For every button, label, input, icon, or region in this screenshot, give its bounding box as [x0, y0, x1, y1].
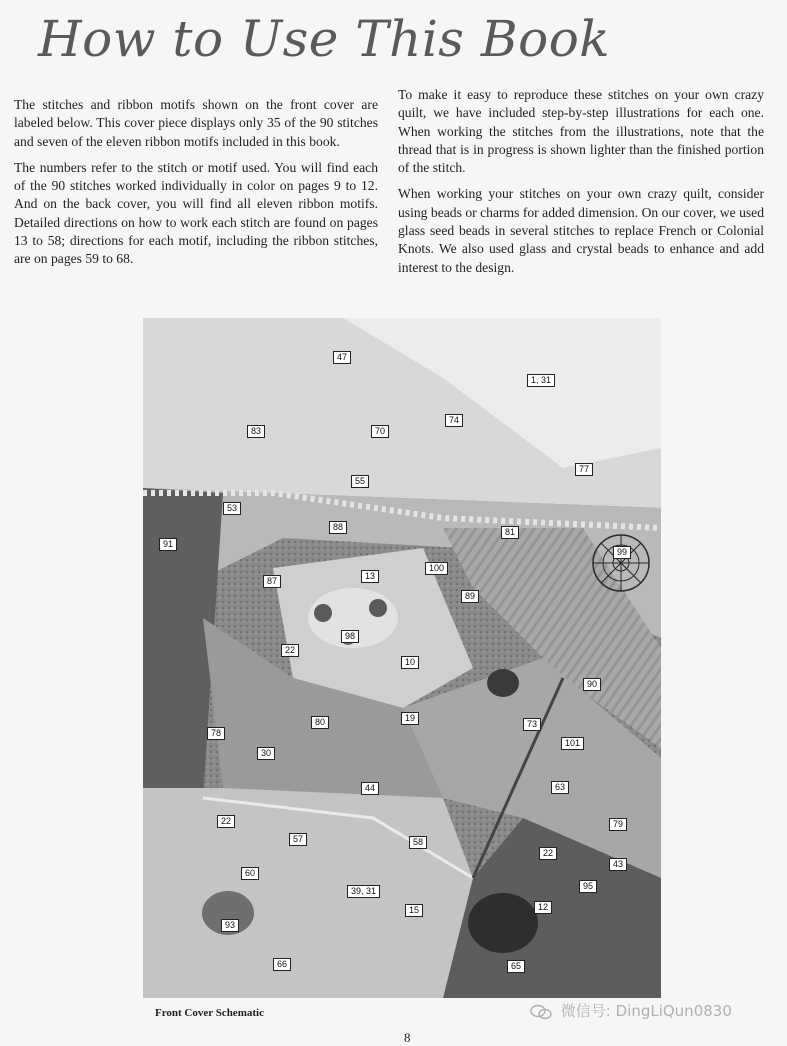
stitch-label: 60: [241, 867, 259, 880]
stitch-label: 83: [247, 425, 265, 438]
paragraph: The stitches and ribbon motifs shown on the front cover are labeled below. This cover piece displays only 35 of the 90 stitches and seven of the eleven ribbon motifs included in this book.: [14, 97, 378, 149]
stitch-label: 44: [361, 782, 379, 795]
stitch-label: 22: [281, 644, 299, 657]
quilt-figure: [143, 318, 661, 998]
stitch-label: 30: [257, 747, 275, 760]
stitch-label: 53: [223, 502, 241, 515]
stitch-label: 65: [507, 960, 525, 973]
stitch-label: 58: [409, 836, 427, 849]
stitch-label: 99: [613, 546, 631, 559]
stitch-label: 63: [551, 781, 569, 794]
stitch-label: 91: [159, 538, 177, 551]
stitch-label: 55: [351, 475, 369, 488]
stitch-label: 98: [341, 630, 359, 643]
stitch-label: 89: [461, 590, 479, 603]
watermark-text: 微信号: DingLiQun0830: [560, 1002, 732, 1020]
stitch-label: 81: [501, 526, 519, 539]
stitch-label: 90: [583, 678, 601, 691]
stitch-label: 39, 31: [347, 885, 380, 898]
stitch-label: 73: [523, 718, 541, 731]
right-column: [398, 86, 764, 285]
page-number: 8: [404, 1030, 411, 1045]
stitch-label: 22: [539, 847, 557, 860]
watermark: [530, 1000, 732, 1021]
paragraph: The numbers refer to the stitch or motif used. You will find each of the 90 stitches worked individually in color on pages 9 to 12. And on the back cover, you will find all eleven ribbon motifs. Detailed directions on how to work each stitch are found on pages 13 to 58; directions for each motif, including the ribbon stitches, are on pages 59 to 68.: [14, 159, 378, 267]
stitch-label: 87: [263, 575, 281, 588]
stitch-label: 57: [289, 833, 307, 846]
stitch-label: 70: [371, 425, 389, 438]
stitch-label: 15: [405, 904, 423, 917]
figure-caption: Front Cover Schematic: [155, 1007, 264, 1019]
stitch-label: 79: [609, 818, 627, 831]
stitch-label: 101: [561, 737, 584, 750]
stitch-label: 93: [221, 919, 239, 932]
stitch-label: 66: [273, 958, 291, 971]
stitch-label: 10: [401, 656, 419, 669]
page-title: How to Use This Book: [38, 10, 611, 68]
stitch-label: 12: [534, 901, 552, 914]
stitch-label: 95: [579, 880, 597, 893]
stitch-label: 22: [217, 815, 235, 828]
stitch-label: 100: [425, 562, 448, 575]
stitch-label: 78: [207, 727, 225, 740]
wechat-icon: [530, 1004, 552, 1020]
stitch-label: 1, 31: [527, 374, 555, 387]
stitch-label: 47: [333, 351, 351, 364]
stitch-label: 74: [445, 414, 463, 427]
paragraph: To make it easy to reproduce these stitches on your own crazy quilt, we have included step-by-step illustrations for each one. When working the stitches from the illustrations, note that the thread that is in progress is shown lighter than the finished portion of the stitch.: [398, 87, 764, 176]
stitch-label: 43: [609, 858, 627, 871]
stitch-label: 13: [361, 570, 379, 583]
stitch-label: 19: [401, 712, 419, 725]
stitch-label: 80: [311, 716, 329, 729]
paragraph: When working your stitches on your own crazy quilt, consider using beads or charms for added dimension. On our cover, we used glass seed beads in several stitches to replace French or Colonial Knots. We also used glass and crystal beads to enhance and add interest to the design.: [398, 186, 764, 275]
left-column: [14, 96, 378, 277]
stitch-label: 77: [575, 463, 593, 476]
stitch-label: 88: [329, 521, 347, 534]
